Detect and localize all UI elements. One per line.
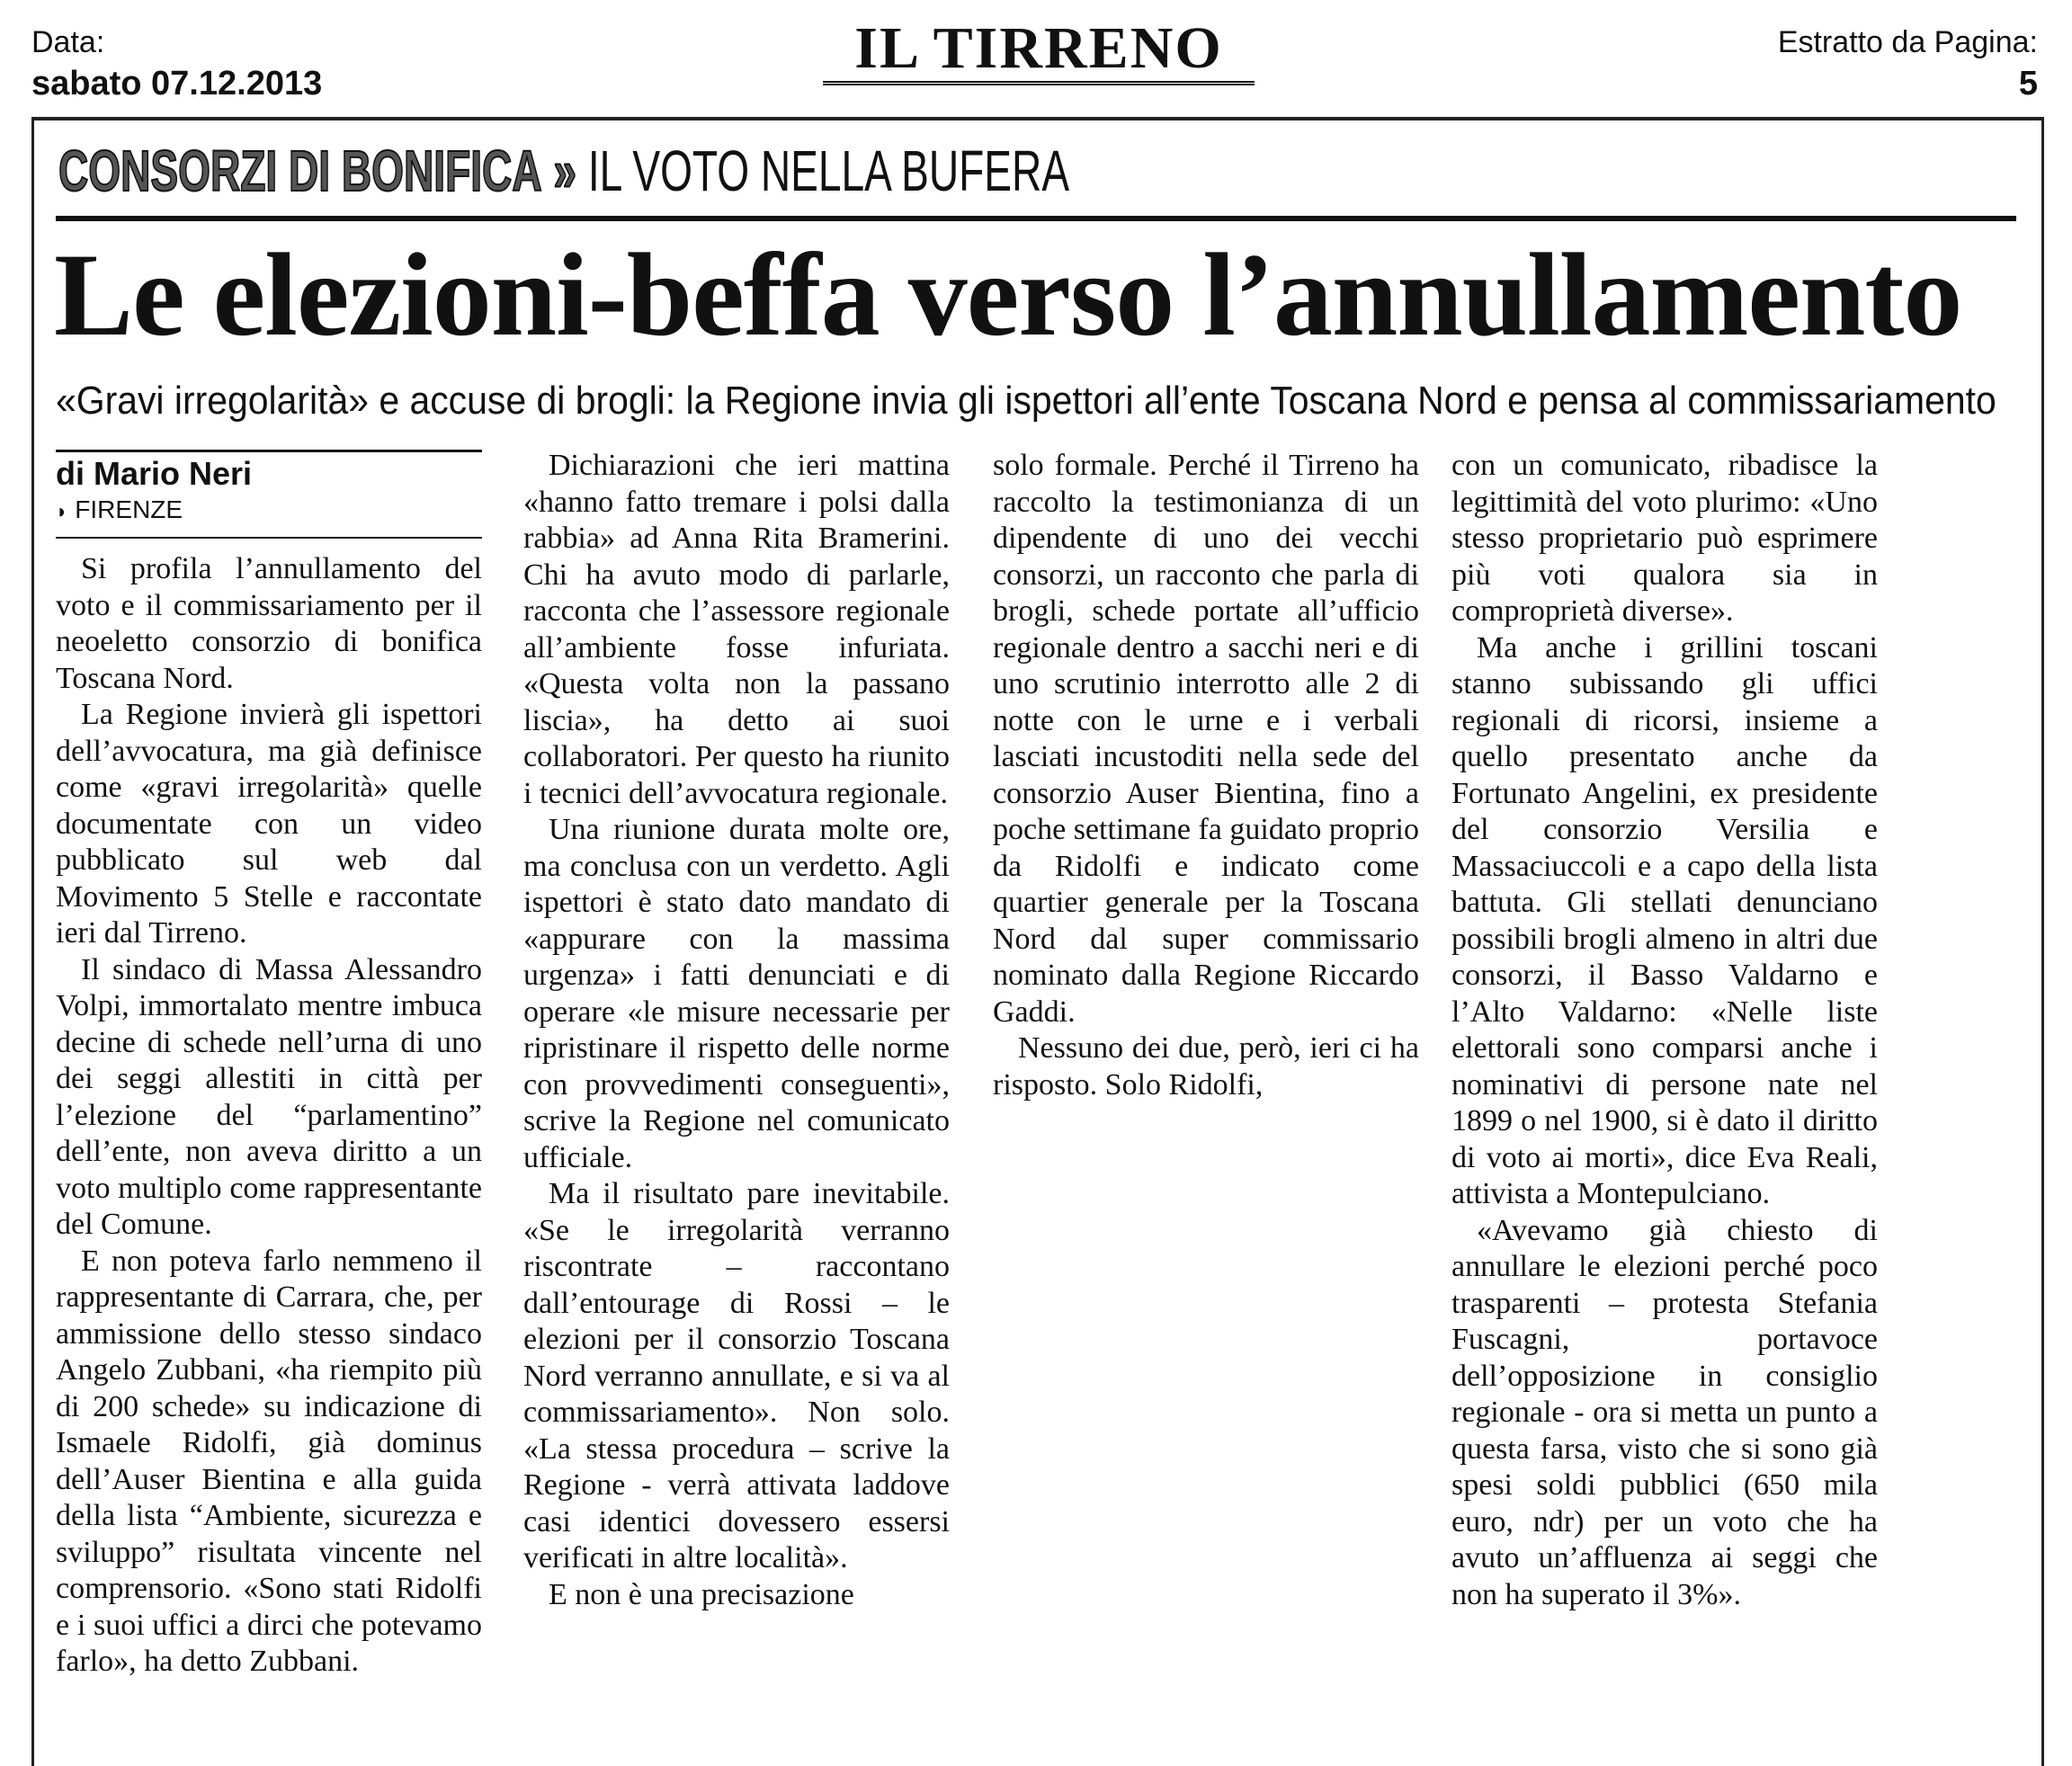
- dateline: [56, 492, 482, 539]
- article-column-3: [993, 448, 1419, 1103]
- paragraph: E non poteva farlo nemmeno il rappresentante di Carrara, che, per ammissione dello stesso sindaco Angelo Zubbani, «ha riempito più di 200 schede» su indicazione di Ismaele Ridolfi, già dominus dell’Auser Bientina e alla guida della lista “Ambiente, sicurezza e sviluppo” risultata vincente nel comprensorio. «Sono stati Ridolfi e i suoi uffici a dirci che potevamo farlo», ha detto Zubbani.: [56, 1244, 482, 1678]
- paragraph: E non è una precisazione: [549, 1577, 854, 1611]
- article-kicker: [58, 135, 1069, 207]
- byline: di Mario Neri: [56, 450, 482, 492]
- kicker-rule: [56, 216, 2016, 221]
- subtitle: «Gravi irregolarità» e accuse di brogli: la Regione invia gli ispettori all’ente Toscana Nord e pensa al commissariamento: [56, 379, 1996, 423]
- paragraph: Si profila l’annullamento del voto e il commissariamento per il neoeletto consorzio di bonifica Toscana Nord.: [56, 552, 482, 695]
- paragraph: Dichiarazioni che ieri mattina «hanno fatto tremare i polsi dalla rabbia» ad Anna Rita Bramerini. Chi ha avuto modo di parlarle, racconta che l’assessore regionale all’ambiente fosse infuriata. «Questa volta non la passano liscia», ha detto ai suoi collaboratori. Per questo ha riunito i tecnici dell’avvocatura regionale.: [523, 449, 950, 810]
- dateline-marker-icon: ◗: [56, 500, 68, 522]
- paragraph: Ma il risultato pare inevitabile. «Se le irregolarità verranno riscontrate – raccontano dall’entourage di Rossi – le elezioni per il consorzio Toscana Nord verranno annullate, e si va al commissariamento». Non solo. «La stessa procedura – scrive la Regione - verrà attivata laddove casi identici dovessero essersi verificati in altre località».: [523, 1177, 950, 1574]
- kicker-separator: »: [553, 138, 577, 203]
- paragraph: Ma anche i grillini toscani stanno subissando gli uffici regionali di ricorsi, insieme a quello presentato anche da Fortunato Angelini, ex presidente del consorzio Versilia e Massaciuccoli e a capo della lista battuta. Gli stellati denunciano possibili brogli almeno in altri due consorzi, il Basso Valdarno e l’Alto Valdarno: «Nelle liste elettorali sono comparsi anche i nominativi di persone nate nel 1899 o nel 1900, si è dato il diritto di voto ai morti», dice Eva Reali, attivista a Montepulciano.: [1451, 630, 1878, 1210]
- kicker-section: CONSORZI DI BONIFICA: [58, 138, 542, 203]
- date-label: Data:: [31, 25, 105, 59]
- page-number: 5: [2018, 65, 2038, 103]
- paragraph: solo formale. Perché il Tirreno ha raccolto la testimonianza di un dipendente di uno dei vecchi consorzi, un racconto che parla di brogli, schede portate all’ufficio regionale dentro a sacchi neri e di uno scrutinio interrotto alle 2 di notte con le urne e i verbali lasciati incustoditi nella sede del consorzio Auser Bientina, fino a poche settimane fa guidato proprio da Ridolfi e indicato come quartier generale per la Toscana Nord dal super commissario nominato dalla Regione Riccardo Gaddi.: [993, 449, 1419, 1029]
- paragraph: con un comunicato, ribadisce la legittimità del voto plurimo: «Uno stesso proprietario può esprimere più voti qualora sia in comproprietà diverse».: [1451, 449, 1878, 628]
- headline: Le elezioni-beffa verso l’annullamento: [54, 228, 1962, 361]
- page-label: Estratto da Pagina:: [1777, 25, 2038, 59]
- newspaper-masthead: IL TIRRENO: [823, 16, 1255, 85]
- paragraph: Il sindaco di Massa Alessandro Volpi, immortalato mentre imbuca decine di schede nell’urna di uno dei seggi allestiti in città per l’elezione del “parlamentino” dell’ente, non aveva diritto a un voto multiplo come rappresentante del Comune.: [56, 952, 482, 1241]
- dateline-text: FIRENZE: [75, 495, 183, 523]
- paragraph: La Regione invierà gli ispettori dell’avvocatura, ma già definisce come «gravi irregolarità» quelle documentate con un video pubblicato sul web dal Movimento 5 Stelle e raccontate ieri dal Tirreno.: [56, 698, 482, 950]
- article-column-2: [523, 448, 950, 1613]
- article-column-1: [56, 450, 482, 1681]
- paragraph: Nessuno dei due, però, ieri ci ha risposto. Solo Ridolfi,: [993, 1031, 1419, 1102]
- paragraph: «Avevamo già chiesto di annullare le elezioni perché poco trasparenti – protesta Stefania Fuscagni, portavoce dell’opposizione in consiglio regionale - ora si metta un punto a questa farsa, visto che si sono già spesi soldi pubblici (650 mila euro, ndr) per un voto che ha avuto un’affluenza ai seggi che non ha superato il 3%».: [1451, 1213, 1878, 1611]
- article-column-4: [1451, 448, 1878, 1613]
- paragraph: Una riunione durata molte ore, ma conclusa con un verdetto. Agli ispettori è stato dato mandato di «appurare con la massima urgenza» i fatti denunciati e di operare «le misure necessarie per ripristinare il rispetto delle norme con provvedimenti conseguenti», scrive la Regione nel comunicato ufficiale.: [523, 813, 950, 1174]
- kicker-topic: IL VOTO NELLA BUFERA: [587, 138, 1070, 203]
- date-value: sabato 07.12.2013: [31, 65, 323, 103]
